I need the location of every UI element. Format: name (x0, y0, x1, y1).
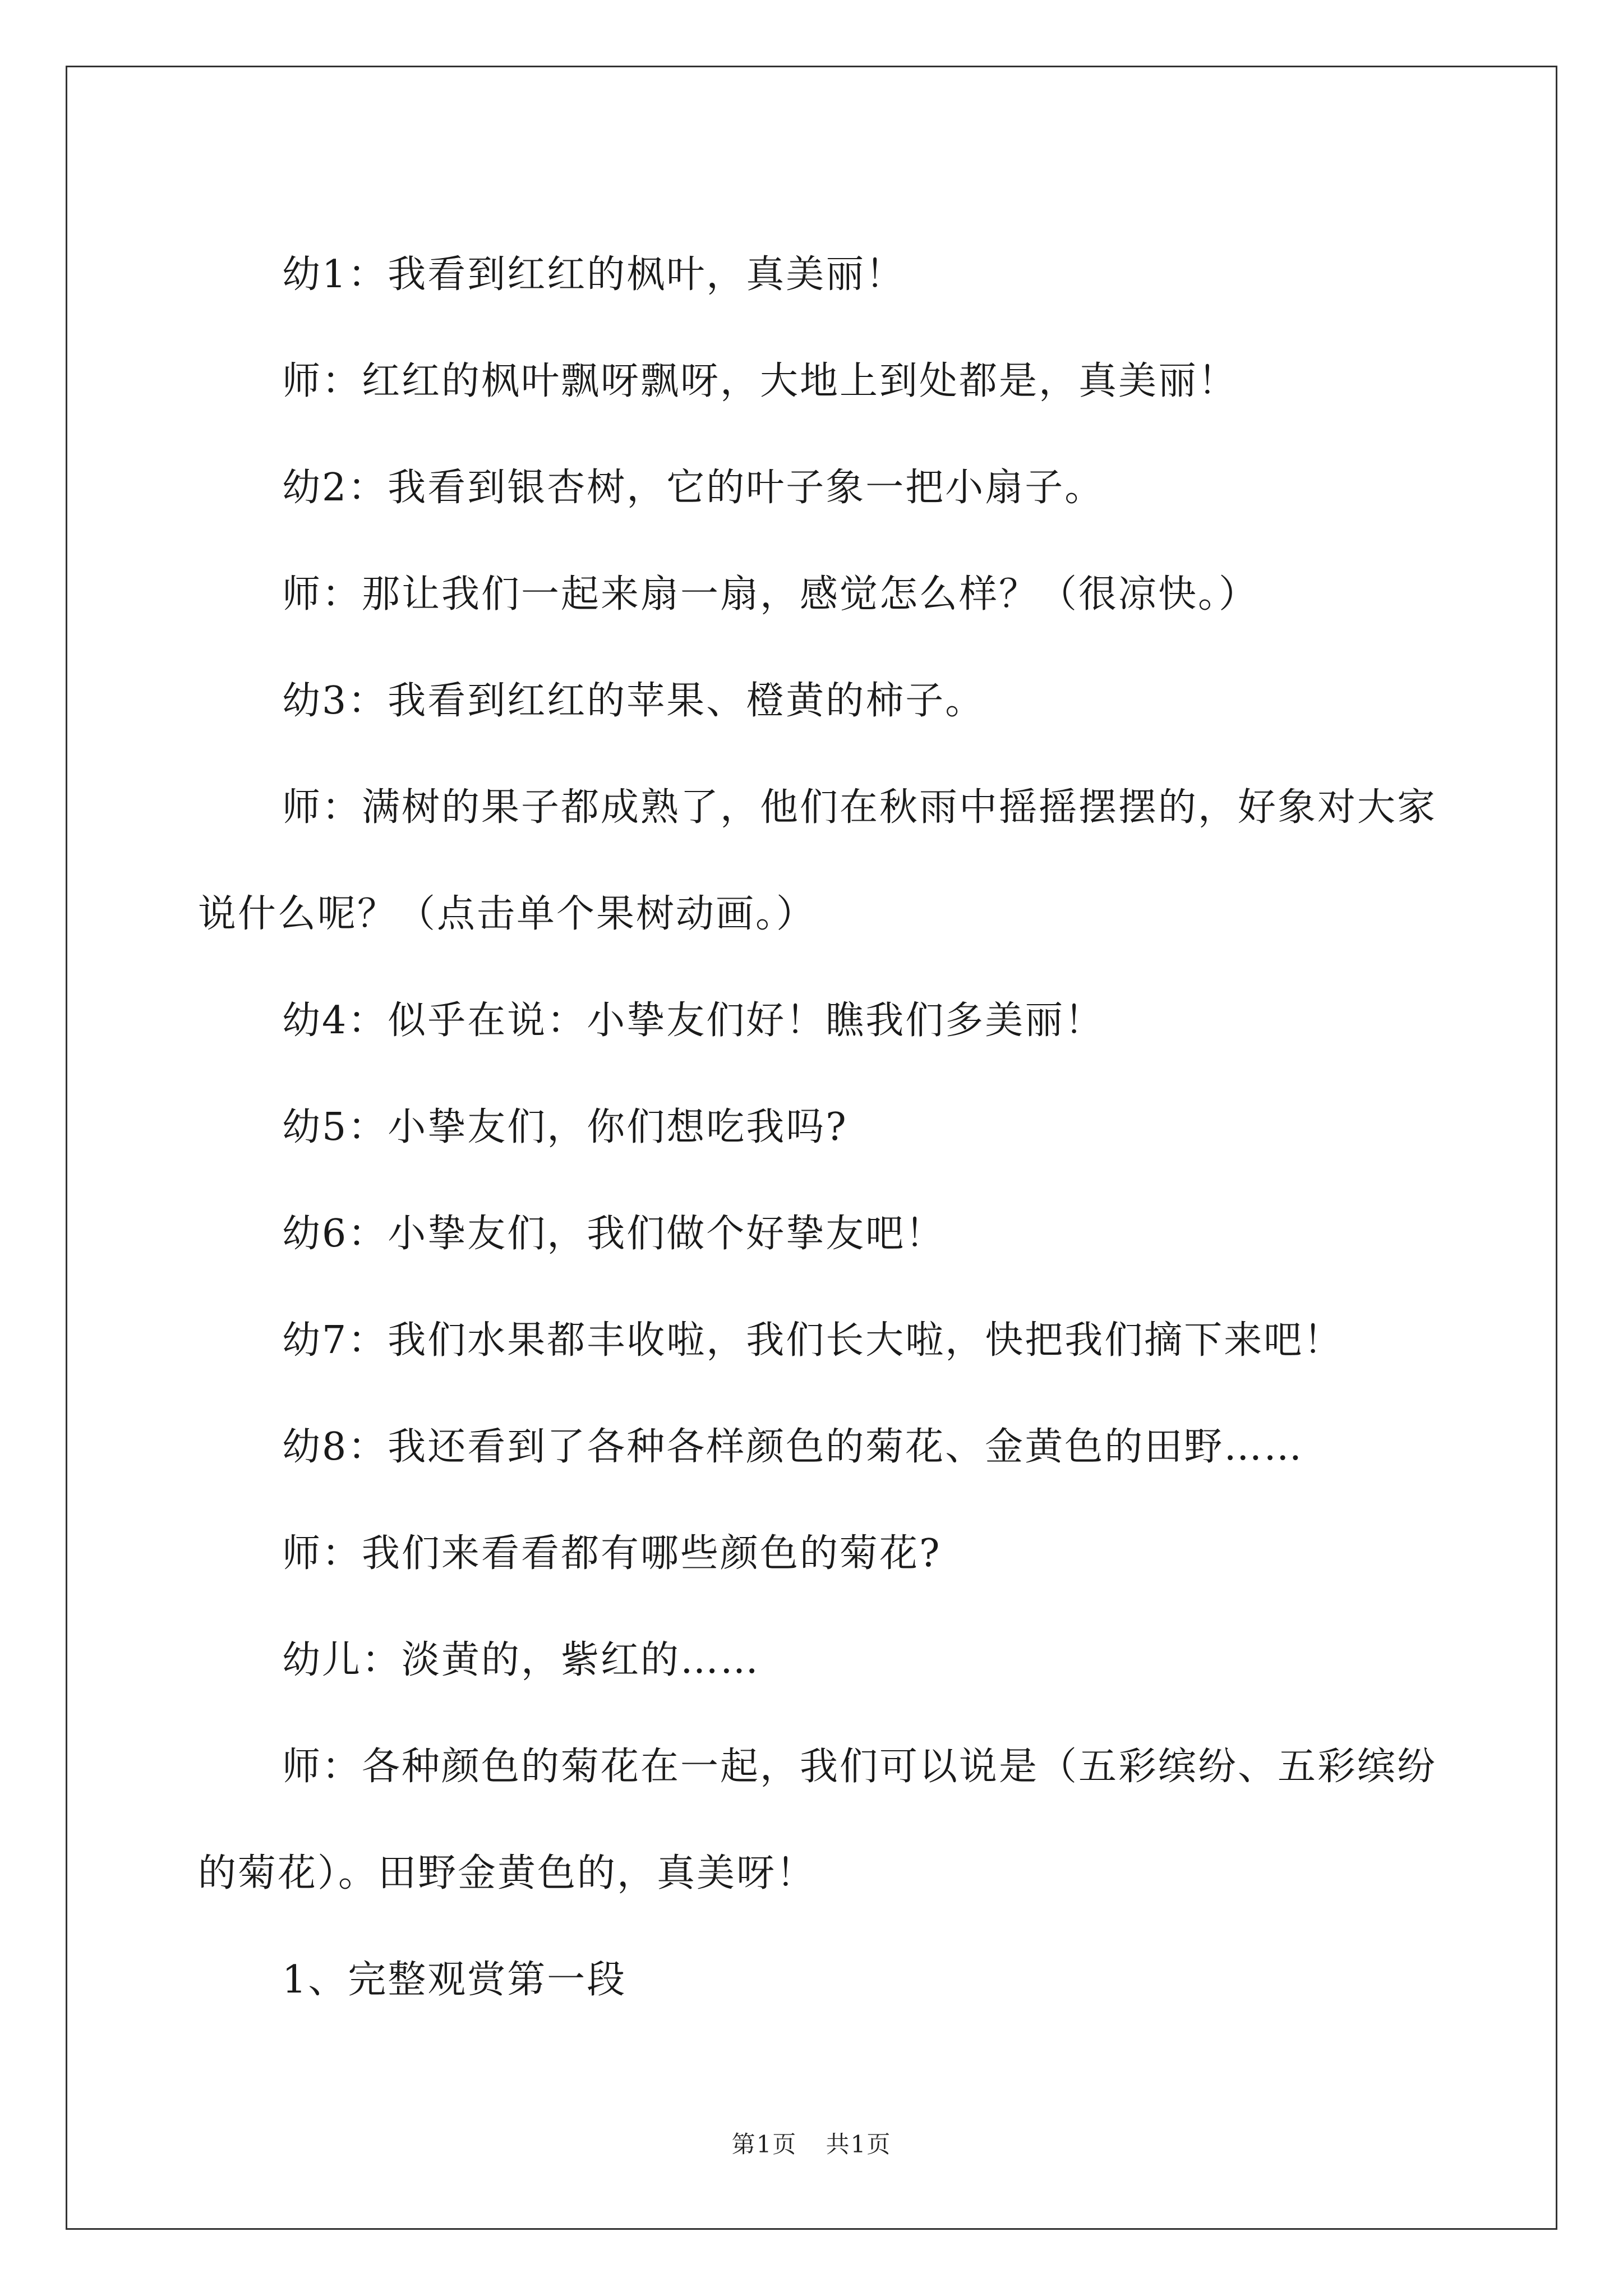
paragraph: 师：我们来看看都有哪些颜色的菊花? (282, 1531, 942, 1576)
total-page-count: 共1页 (826, 2131, 892, 2158)
paragraph: 师：红红的枫叶飘呀飘呀，大地上到处都是，真美丽！ (282, 359, 1238, 403)
paragraph: 幼1：我看到红红的枫叶，真美丽！ (282, 252, 906, 297)
paragraph: 师：那让我们一起来扇一扇，感觉怎么样？（很凉快。） (282, 572, 1259, 616)
paragraph: 幼2：我看到银杏树，它的叶子象一把小扇子。 (282, 466, 1105, 510)
paragraph: 幼4：似乎在说：小挚友们好！瞧我们多美丽！ (282, 999, 1105, 1043)
paragraph: 幼3：我看到红红的苹果、橙黄的柿子。 (282, 679, 985, 723)
paragraph: 师：各种颜色的菊花在一起，我们可以说是（五彩缤纷、五彩缤纷的菊花）。田野金黄色的，真美呀！ (198, 1745, 1437, 1895)
paragraph: 幼5：小挚友们，你们想吃我吗? (282, 1105, 848, 1149)
document-body (198, 222, 1449, 2033)
paragraph: 幼8：我还看到了各种各样颜色的菊花、金黄色的田野…… (282, 1425, 1304, 1469)
paragraph: 师：满树的果子都成熟了，他们在秋雨中摇摇摆摆的，好象对大家说什么呢？（点击单个果树动画。） (198, 785, 1437, 936)
paragraph: 1、完整观赏第一段 (282, 1958, 627, 2002)
paragraph: 幼儿：淡黄的，紫红的…… (282, 1638, 760, 1682)
current-page-number: 第1页 (731, 2131, 797, 2158)
paragraph: 幼7：我们水果都丰收啦，我们长大啦，快把我们摘下来吧！ (282, 1318, 1344, 1363)
page-footer (0, 2126, 1623, 2160)
paragraph: 幼6：小挚友们，我们做个好挚友吧！ (282, 1212, 946, 1256)
